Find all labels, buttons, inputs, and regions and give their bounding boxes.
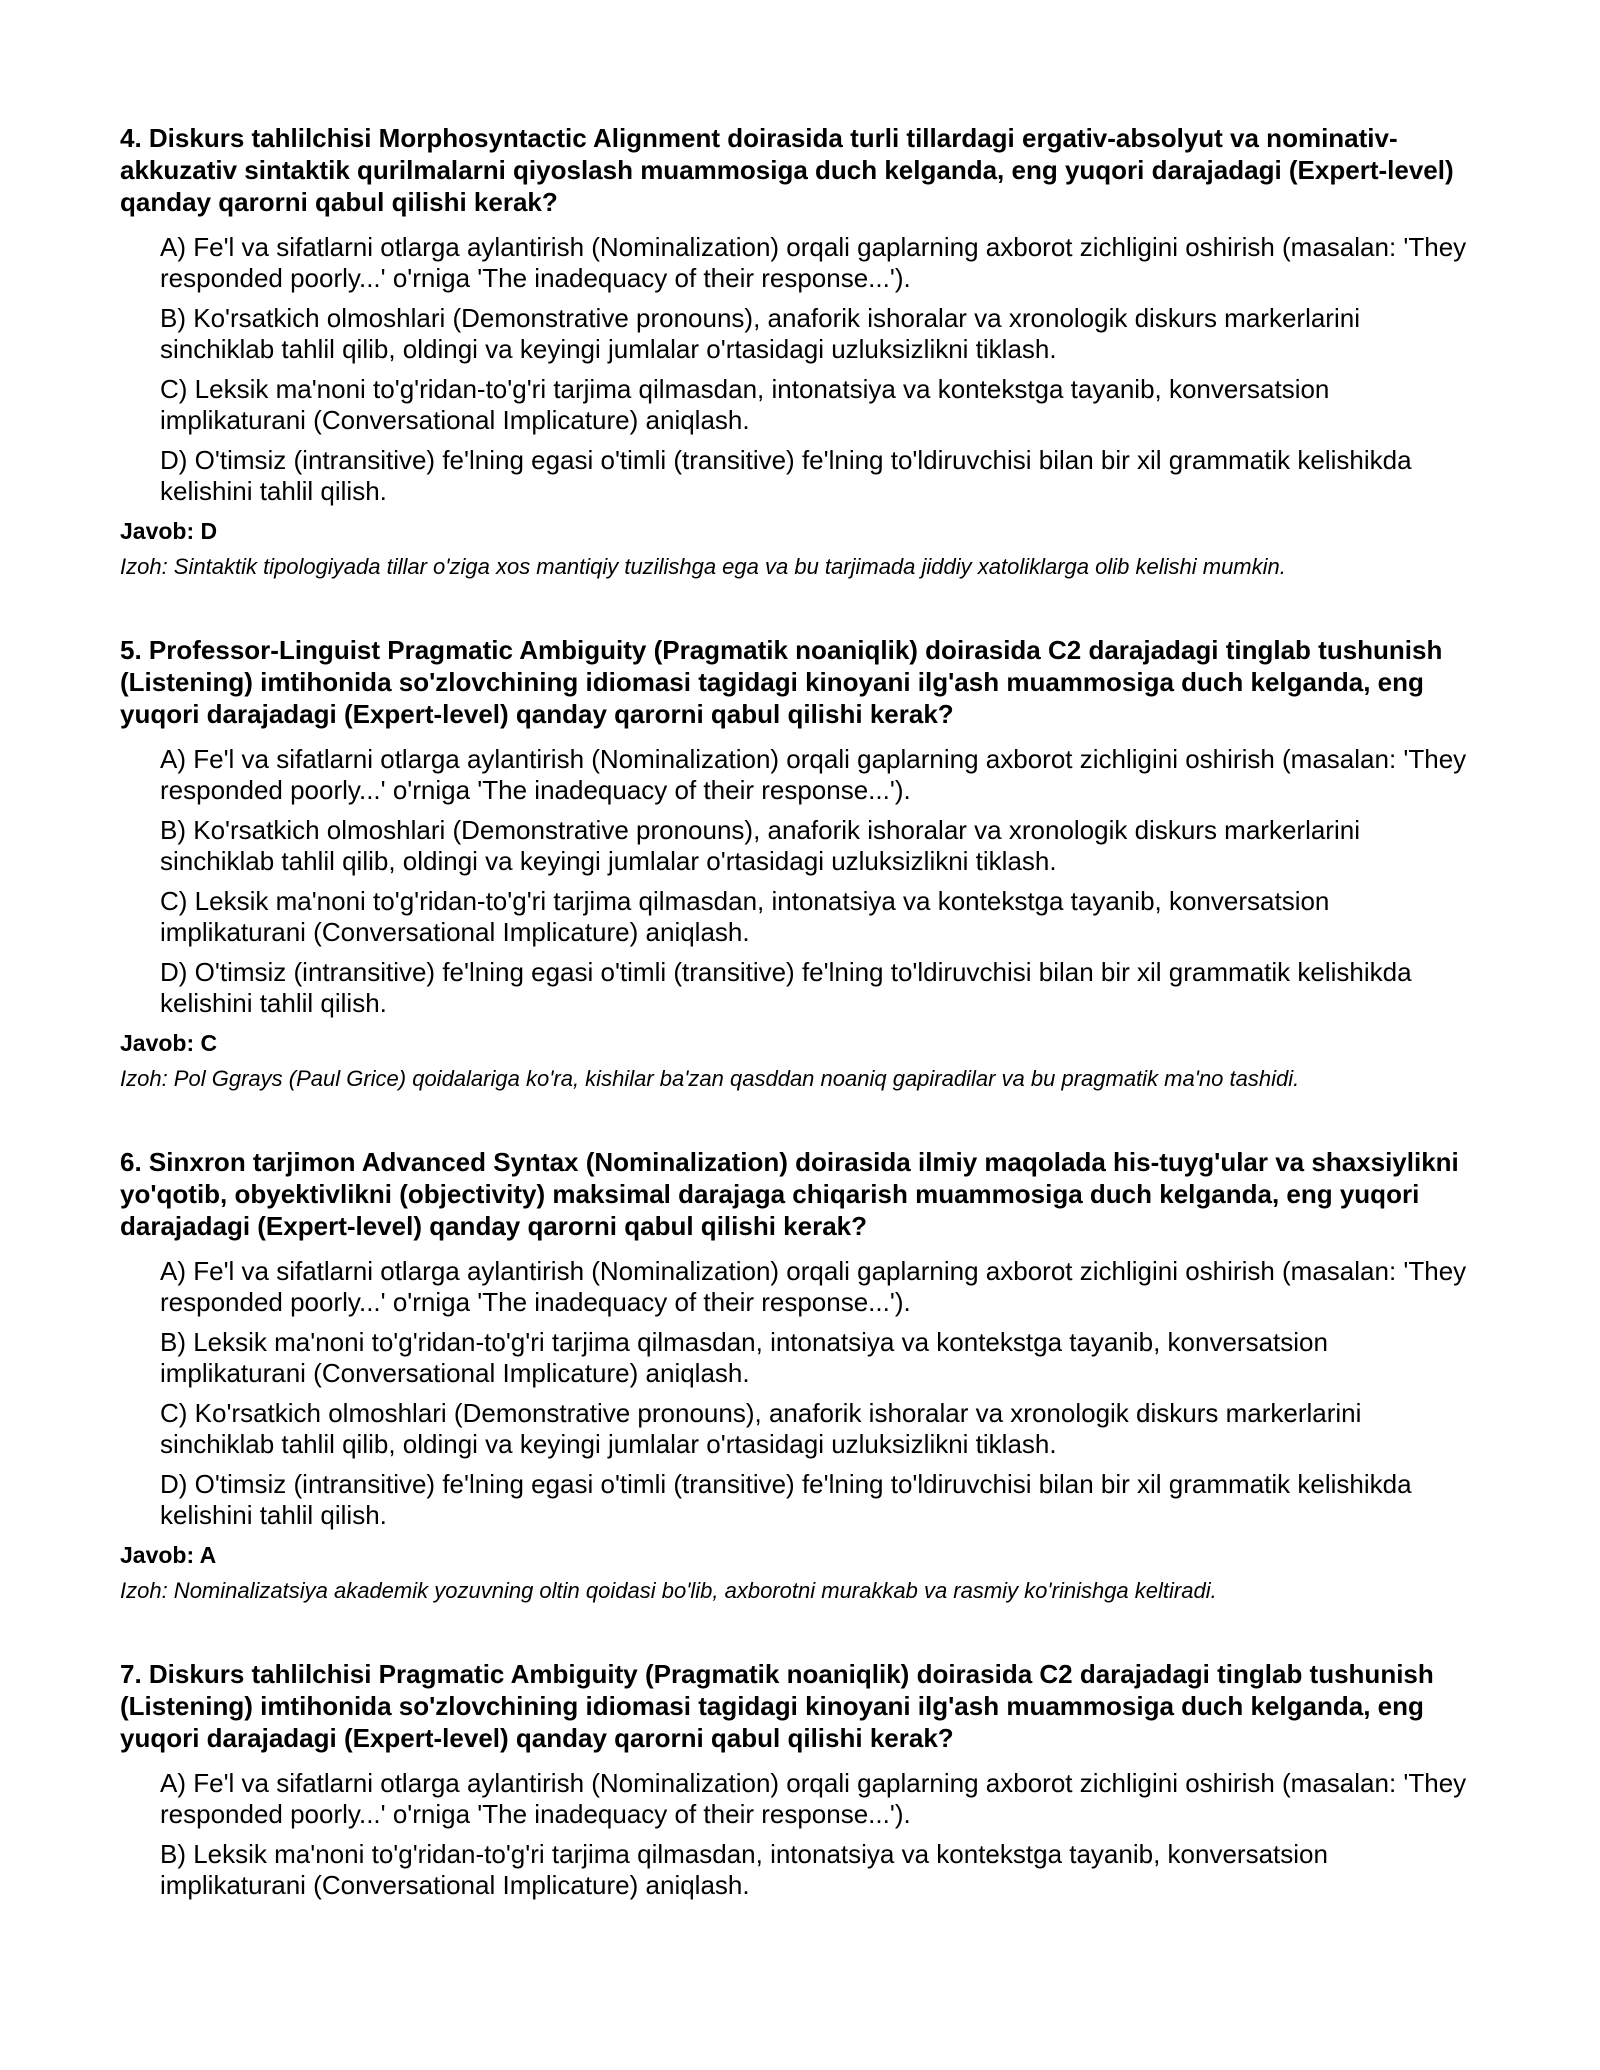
option-b: B) Ko'rsatkich olmoshlari (Demonstrative pronouns), anaforik ishoralar va xronologik diskurs markerlarini sinchiklab tahlil qilib, oldingi va keyingi jumlalar o'rtasidagi uzluksizlikni tiklash. — [160, 815, 1360, 876]
options-list — [160, 232, 1480, 507]
question-5 — [120, 634, 1480, 1094]
option-b: B) Leksik ma'noni to'g'ridan-to'g'ri tarjima qilmasdan, intonatsiya va kontekstga tayanib, konversatsion implikaturani (Conversational Implicature) aniqlash. — [160, 1327, 1328, 1388]
document-page — [120, 122, 1480, 1953]
option-d: D) O'timsiz (intransitive) fe'lning egasi o'timli (transitive) fe'lning to'ldiruvchisi bilan bir xil grammatik kelishikda kelishini tahlil qilish. — [160, 957, 1412, 1018]
answer-label: Javob: D — [120, 518, 218, 544]
option-c: C) Ko'rsatkich olmoshlari (Demonstrative pronouns), anaforik ishoralar va xronologik diskurs markerlarini sinchiklab tahlil qilib, oldingi va keyingi jumlalar o'rtasidagi uzluksizlikni tiklash. — [160, 1398, 1362, 1459]
explanation-note: Izoh: Sintaktik tipologiyada tillar o'ziga xos mantiqiy tuzilishga ega va bu tarjimada jiddiy xatoliklarga olib kelishi mumkin. — [120, 554, 1286, 579]
question-7 — [120, 1658, 1480, 1901]
question-4 — [120, 122, 1480, 582]
answer-label: Javob: A — [120, 1542, 217, 1568]
option-a: A) Fe'l va sifatlarni otlarga aylantirish (Nominalization) orqali gaplarning axborot zichligini oshirish (masalan: 'They responded poorly...' o'rniga 'The inadequacy of their response...'). — [160, 744, 1467, 805]
option-b: B) Ko'rsatkich olmoshlari (Demonstrative pronouns), anaforik ishoralar va xronologik diskurs markerlarini sinchiklab tahlil qilib, oldingi va keyingi jumlalar o'rtasidagi uzluksizlikni tiklash. — [160, 303, 1360, 364]
option-d: D) O'timsiz (intransitive) fe'lning egasi o'timli (transitive) fe'lning to'ldiruvchisi bilan bir xil grammatik kelishikda kelishini tahlil qilish. — [160, 1469, 1412, 1530]
options-list — [160, 1768, 1480, 1901]
option-c: C) Leksik ma'noni to'g'ridan-to'g'ri tarjima qilmasdan, intonatsiya va kontekstga tayanib, konversatsion implikaturani (Conversational Implicature) aniqlash. — [160, 374, 1330, 435]
explanation-note: Izoh: Nominalizatsiya akademik yozuvning oltin qoidasi bo'lib, axborotni murakkab va rasmiy ko'rinishga keltiradi. — [120, 1578, 1217, 1603]
option-c: C) Leksik ma'noni to'g'ridan-to'g'ri tarjima qilmasdan, intonatsiya va kontekstga tayanib, konversatsion implikaturani (Conversational Implicature) aniqlash. — [160, 886, 1330, 947]
option-a: A) Fe'l va sifatlarni otlarga aylantirish (Nominalization) orqali gaplarning axborot zichligini oshirish (masalan: 'They responded poorly...' o'rniga 'The inadequacy of their response...'). — [160, 232, 1467, 293]
question-title: 5. Professor-Linguist Pragmatic Ambiguity (Pragmatik noaniqlik) doirasida C2 darajadagi tinglab tushunish (Listening) imtihonida so'zlovchining idiomasi tagidagi kinoyani ilg'ash muammosiga duch kelganda, eng yuqori darajadagi (Expert-level) qanday qarorni qabul qilishi kerak? — [120, 635, 1443, 729]
explanation-note: Izoh: Pol Ggrays (Paul Grice) qoidalariga ko'ra, kishilar ba'zan qasddan noaniq gapiradilar va bu pragmatik ma'no tashidi. — [120, 1066, 1300, 1091]
option-a: A) Fe'l va sifatlarni otlarga aylantirish (Nominalization) orqali gaplarning axborot zichligini oshirish (masalan: 'They responded poorly...' o'rniga 'The inadequacy of their response...'). — [160, 1768, 1467, 1829]
options-list — [160, 1256, 1480, 1531]
option-d: D) O'timsiz (intransitive) fe'lning egasi o'timli (transitive) fe'lning to'ldiruvchisi bilan bir xil grammatik kelishikda kelishini tahlil qilish. — [160, 445, 1412, 506]
option-a: A) Fe'l va sifatlarni otlarga aylantirish (Nominalization) orqali gaplarning axborot zichligini oshirish (masalan: 'They responded poorly...' o'rniga 'The inadequacy of their response...'). — [160, 1256, 1467, 1317]
question-title: 7. Diskurs tahlilchisi Pragmatic Ambiguity (Pragmatik noaniqlik) doirasida C2 darajadagi tinglab tushunish (Listening) imtihonida so'zlovchining idiomasi tagidagi kinoyani ilg'ash muammosiga duch kelganda, eng yuqori darajadagi (Expert-level) qanday qarorni qabul qilishi kerak? — [120, 1659, 1434, 1753]
question-title: 4. Diskurs tahlilchisi Morphosyntactic Alignment doirasida turli tillardagi ergativ-absolyut va nominativ-akkuzativ sintaktik qurilmalarni qiyoslash muammosiga duch kelganda, eng yuqori darajadagi (Expert-level) qanday qarorni qabul qilishi kerak? — [120, 123, 1454, 217]
option-b: B) Leksik ma'noni to'g'ridan-to'g'ri tarjima qilmasdan, intonatsiya va kontekstga tayanib, konversatsion implikaturani (Conversational Implicature) aniqlash. — [160, 1839, 1328, 1900]
question-title: 6. Sinxron tarjimon Advanced Syntax (Nominalization) doirasida ilmiy maqolada his-tuyg'ular va shaxsiylikni yo'qotib, obyektivlikni (objectivity) maksimal darajaga chiqarish muammosiga duch kelganda, eng yuqori darajadagi (Expert-level) qanday qarorni qabul qilishi kerak? — [120, 1147, 1459, 1241]
question-6 — [120, 1146, 1480, 1606]
answer-label: Javob: C — [120, 1030, 218, 1056]
options-list — [160, 744, 1480, 1019]
